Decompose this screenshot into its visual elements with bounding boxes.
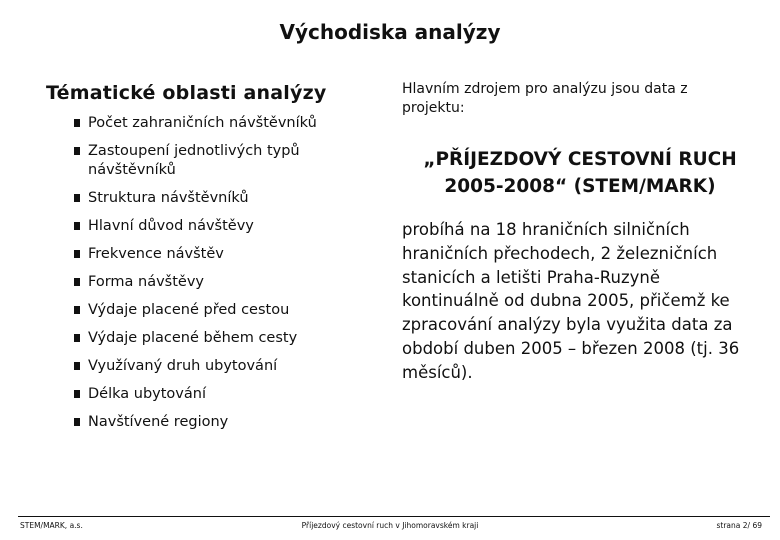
list-item-label: Výdaje placené před cestou	[88, 302, 290, 318]
list-item	[74, 189, 374, 208]
topics-heading: Tématické oblasti analýzy	[46, 82, 327, 104]
list-item	[74, 114, 374, 133]
bullet-square-icon	[74, 390, 80, 398]
source-intro: Hlavním zdrojem pro analýzu jsou data z projektu:	[402, 81, 688, 116]
bullet-square-icon	[74, 306, 80, 314]
bullet-square-icon	[74, 119, 80, 127]
slide-title: Východiska analýzy	[279, 20, 501, 44]
list-item	[74, 329, 374, 348]
list-item	[74, 385, 374, 404]
project-name-line1: „PŘÍJEZDOVÝ CESTOVNÍ RUCH	[423, 149, 737, 170]
list-item-label: Výdaje placené během cesty	[88, 330, 298, 346]
list-item-label: Hlavní důvod návštěvy	[88, 218, 254, 234]
list-item	[74, 245, 374, 264]
bullet-square-icon	[74, 194, 80, 202]
bullet-square-icon	[74, 222, 80, 230]
list-item	[74, 357, 374, 376]
project-description: probíhá na 18 hraničních silničních hraničních přechodech, 2 železničních stanicích a letišti Praha-Ruzyně kontinuálně od dubna 2005, přičemž ke zpracování analýzy byla využita data za období duben 2005 – březen 2008 (tj. 36 měsíců).	[402, 220, 740, 382]
bullet-square-icon	[74, 250, 80, 258]
footer-company: STEM/MARK, a.s.	[20, 521, 83, 530]
list-item-label: Počet zahraničních návštěvníků	[88, 115, 317, 131]
project-name	[400, 146, 760, 200]
project-name-line2: 2005-2008“ (STEM/MARK)	[444, 176, 716, 197]
footer-divider	[18, 516, 770, 517]
list-item-label: Délka ubytování	[88, 386, 206, 402]
bullet-square-icon	[74, 278, 80, 286]
list-item	[74, 273, 374, 292]
bullet-square-icon	[74, 362, 80, 370]
bullet-square-icon	[74, 418, 80, 426]
list-item-label: Forma návštěvy	[88, 274, 204, 290]
topics-list	[74, 114, 374, 441]
list-item	[74, 301, 374, 320]
list-item-label: Navštívené regiony	[88, 414, 229, 430]
bullet-square-icon	[74, 334, 80, 342]
list-item-label: Frekvence návštěv	[88, 246, 224, 262]
list-item	[74, 217, 374, 236]
list-item-label: Zastoupení jednotlivých typů návštěvníků	[88, 143, 300, 178]
list-item	[74, 413, 374, 432]
footer-report-title: Příjezdový cestovní ruch v Jihomoravském kraji	[301, 521, 479, 530]
list-item-label: Využívaný druh ubytování	[88, 358, 278, 374]
list-item	[74, 142, 374, 180]
bullet-square-icon	[74, 147, 80, 155]
footer-page-number: strana 2/ 69	[716, 521, 762, 530]
list-item-label: Struktura návštěvníků	[88, 190, 249, 206]
